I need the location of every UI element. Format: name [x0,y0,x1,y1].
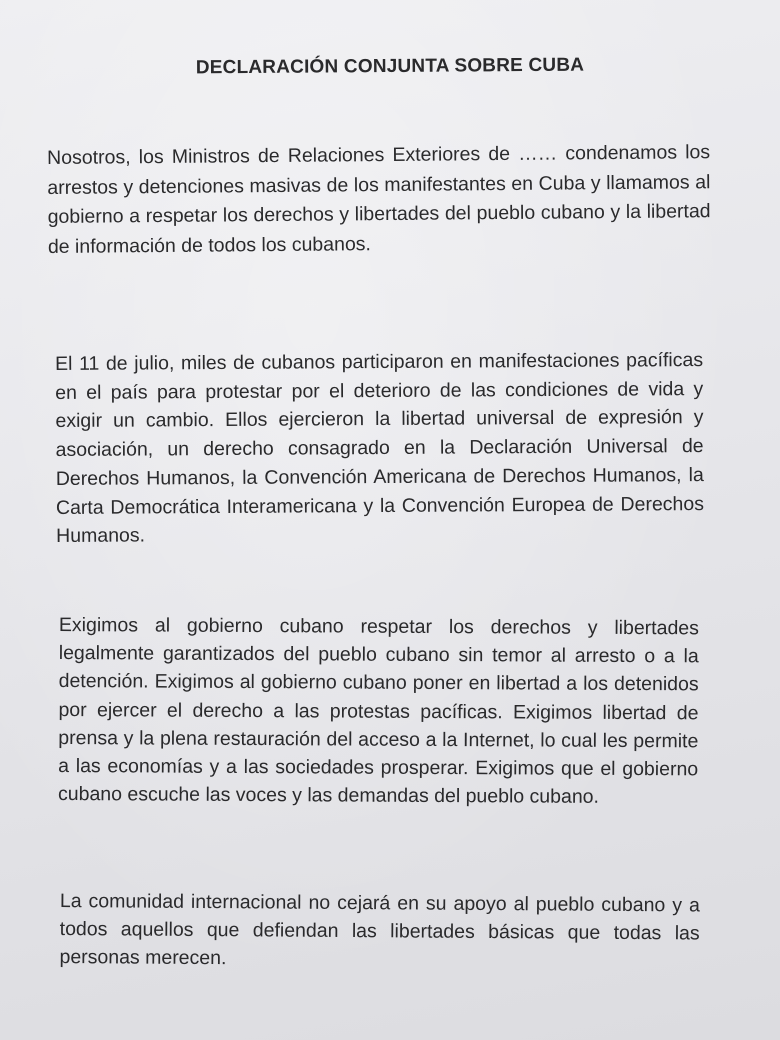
document-title: DECLARACIÓN CONJUNTA SOBRE CUBA [195,54,585,79]
paragraph-3: Exigimos al gobierno cubano respetar los derechos y libertades legalmente garantizados del pueblo cubano sin temor al arresto o a la detención. Exigimos al gobierno cubano poner en libertad a los detenidos por ejercer el derecho a las protestas pacíficas. Exigimos libertad de prensa y la plena restauración del acceso a la Internet, lo cual les permite a las economías y a las sociedades prosperar. Exigimos que el gobierno cubano escuche las voces y las demandas del pueblo cubano. [57,613,699,809]
paragraph-2: El 11 de julio, miles de cubanos participaron en manifestaciones pacíficas en el país para protestar por el deterioro de las condiciones de vida y exigir un cambio. Ellos ejercieron la libertad universal de expresión y asociación, un derecho consagrado en la Declaración Universal de Derechos Humanos, la Convención Americana de Derechos Humanos, la Carta Democrática Interamericana y la Convención Europea de Derechos Humanos. [55,349,705,548]
paragraph-1: Nosotros, los Ministros de Relaciones Exteriores de …… condenamos los arrestos y detenciones masivas de los manifestantes en Cuba y llamamos al gobierno a respetar los derechos y libertades del pueblo cubano y la libertad de información de todos los cubanos. [47,141,711,258]
paragraph-4: La comunidad internacional no cejará en su apoyo al pueblo cubano y a todos aquellos que defiendan las libertades básicas que todas las personas merecen. [59,889,700,970]
